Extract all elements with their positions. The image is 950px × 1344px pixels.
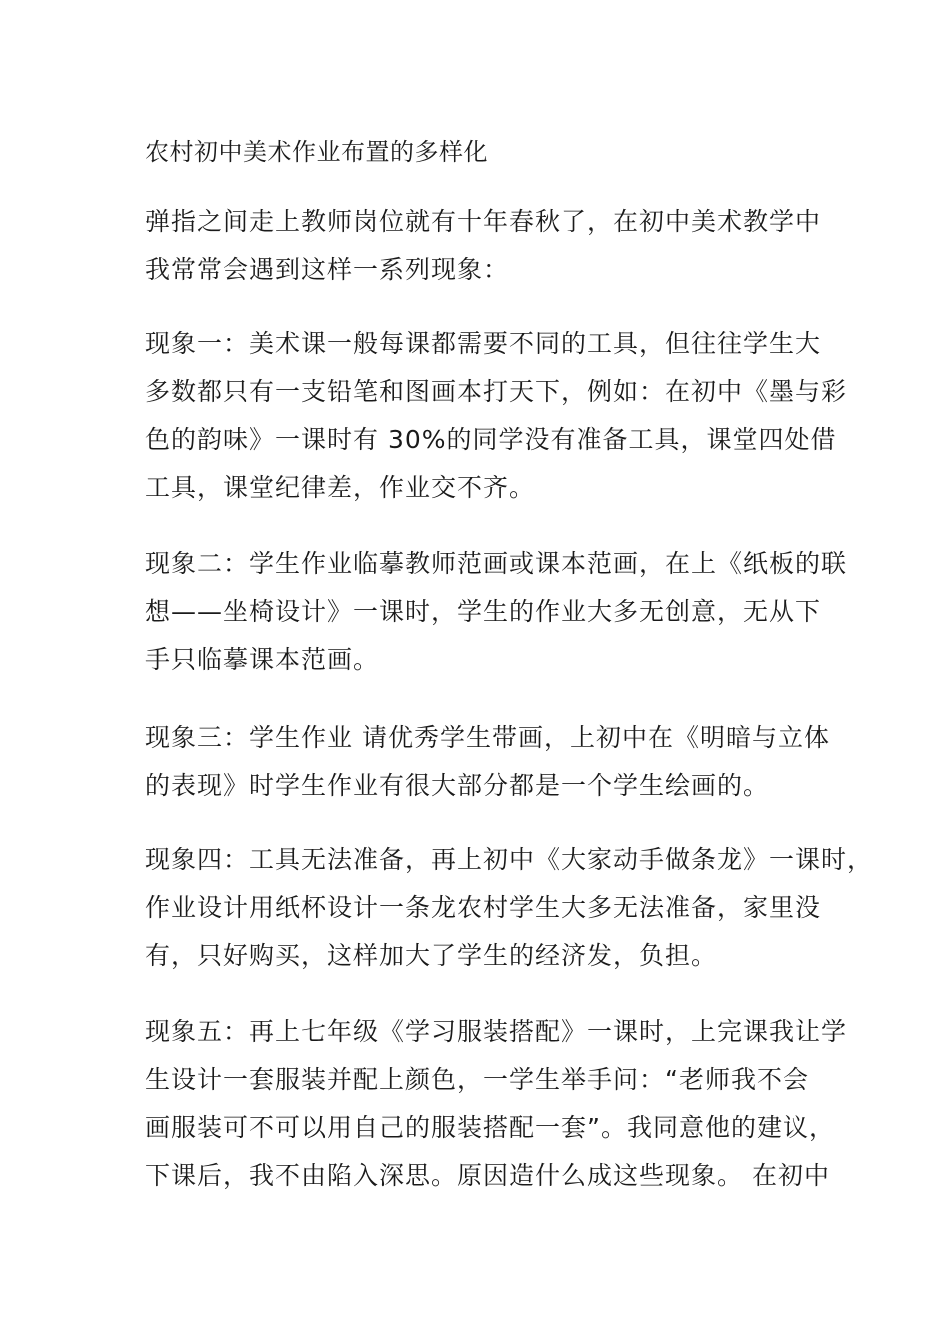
paragraph-phenomenon-5: [145, 1008, 848, 1200]
paragraph-intro: [145, 198, 822, 294]
paragraph-line: 多数都只有一支铅笔和图画本打天下，例如：在初中《墨与彩: [145, 377, 848, 406]
paragraph-phenomenon-3: [145, 714, 830, 810]
paragraph-phenomenon-1: [145, 320, 848, 512]
paragraph-line: 现象四：工具无法准备，再上初中《大家动手做条龙》一课时，: [145, 845, 874, 874]
paragraph-line: 色的韵味》一课时有 30%的同学没有准备工具，课堂四处借: [145, 425, 837, 454]
paragraph-line: 生设计一套服装并配上颜色，一学生举手问：“老师我不会: [145, 1065, 809, 1094]
document-title: 农村初中美术作业布置的多样化: [145, 138, 488, 166]
paragraph-line: 想——坐椅设计》一课时，学生的作业大多无创意，无从下: [145, 597, 822, 626]
paragraph-line: 工具，课堂纪律差，作业交不齐。: [145, 473, 536, 502]
paragraph-line: 画服装可不可以用自己的服装搭配一套”。我同意他的建议，: [145, 1113, 835, 1142]
paragraph-phenomenon-2: [145, 540, 848, 684]
paragraph-line: 下课后，我不由陷入深思。原因造什么成这些现象。 在初中: [145, 1161, 830, 1190]
paragraph-line: 手只临摹课本范画。: [145, 645, 380, 674]
paragraph-line: 现象三：学生作业 请优秀学生带画，上初中在《明暗与立体: [145, 723, 830, 752]
paragraph-line: 有，只好购买，这样加大了学生的经济发，负担。: [145, 941, 718, 970]
paragraph-line: 的表现》时学生作业有很大部分都是一个学生绘画的。: [145, 771, 770, 800]
paragraph-phenomenon-4: [145, 836, 874, 980]
paragraph-line: 现象二：学生作业临摹教师范画或课本范画，在上《纸板的联: [145, 549, 848, 578]
paragraph-line: 弹指之间走上教师岗位就有十年春秋了，在初中美术教学中: [145, 207, 822, 236]
paragraph-line: 现象五：再上七年级《学习服装搭配》一课时，上完课我让学: [145, 1017, 848, 1046]
paragraph-line: 我常常会遇到这样一系列现象：: [145, 255, 510, 284]
paragraph-line: 作业设计用纸杯设计一条龙农村学生大多无法准备，家里没: [145, 893, 822, 922]
paragraph-line: 现象一：美术课一般每课都需要不同的工具，但往往学生大: [145, 329, 822, 358]
